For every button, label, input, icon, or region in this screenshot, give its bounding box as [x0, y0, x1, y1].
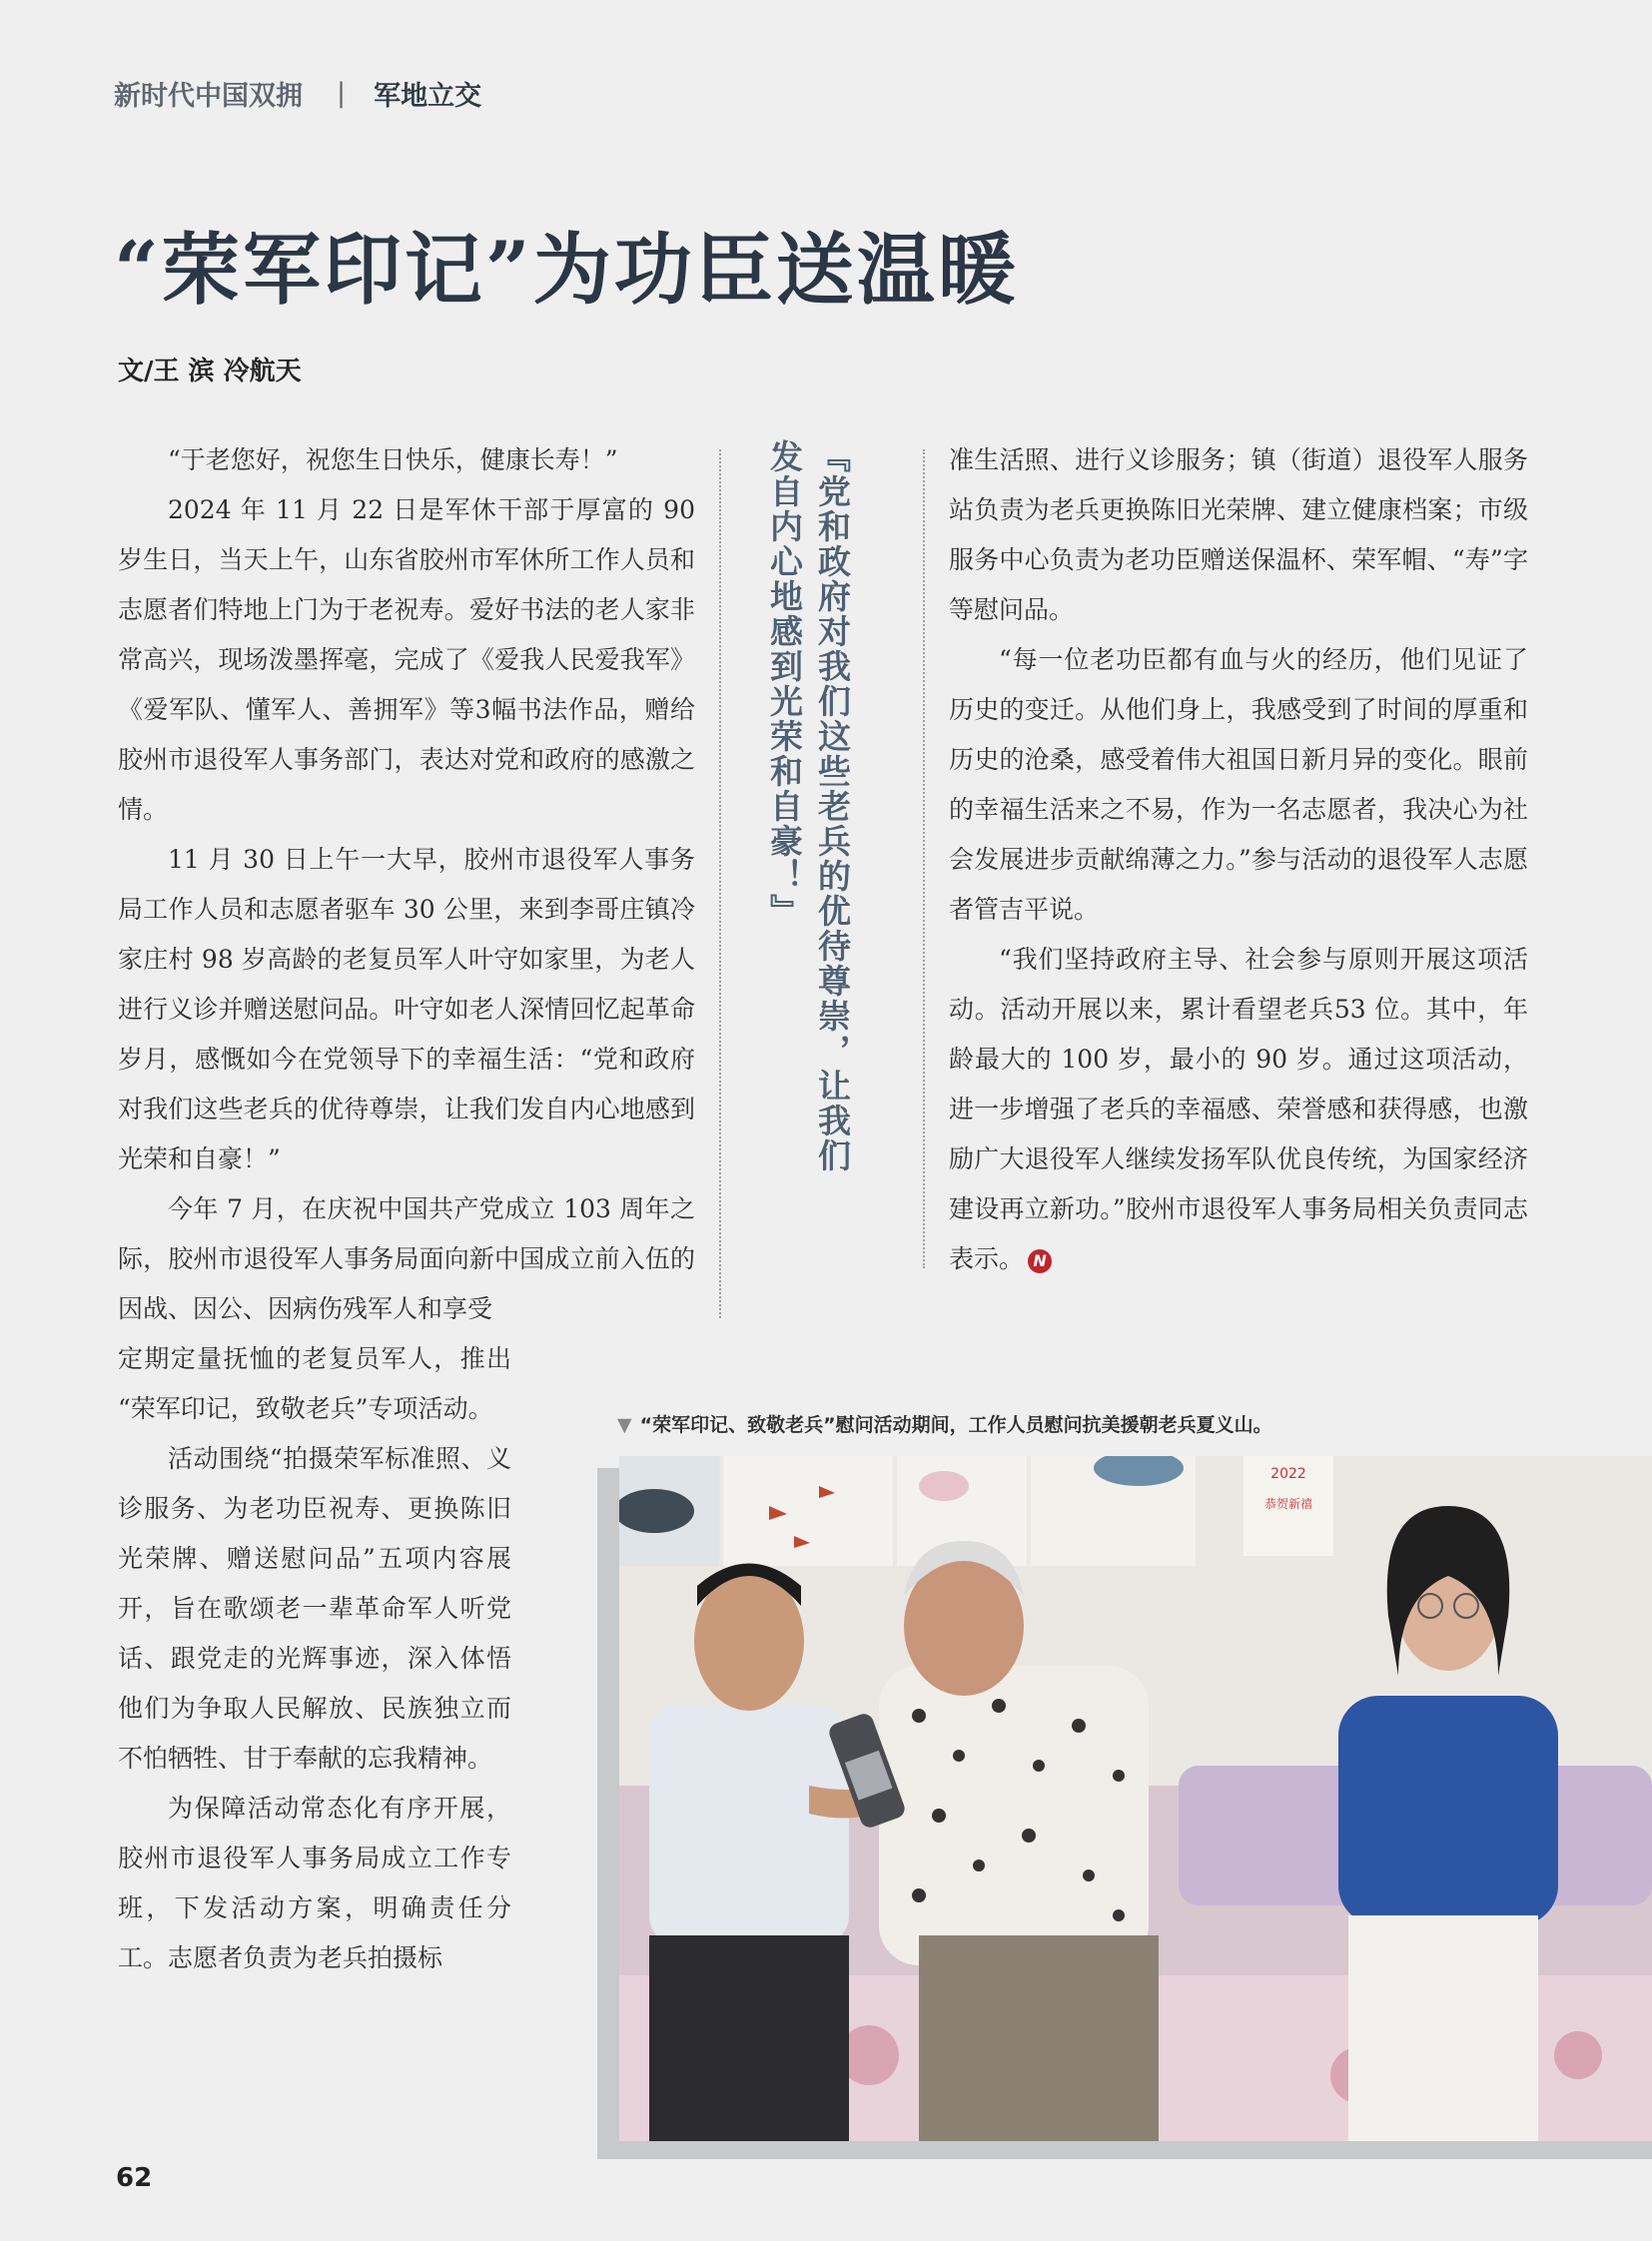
- page-number: 62: [116, 2163, 153, 2193]
- photo-illustration: [619, 1456, 1652, 2141]
- calendar-year: 2022: [1270, 1466, 1306, 1482]
- body-paragraph: 活动围绕“拍摄荣军标准照、义诊服务、为老功臣祝寿、更换陈旧光荣牌、赠送慰问品”五项内容展开，旨在歌颂老一辈革命军人听党话、跟党走的光辉事迹，深入体悟他们为争取人民解放、民族独立而不怕牺牲、甘于奉献的忘我精神。: [118, 1444, 511, 1773]
- body-column-left: [118, 435, 695, 1334]
- caption-marker-icon: ▼: [617, 1414, 632, 1436]
- pull-quote-line-2: 发自内心地感到光荣和自豪！』: [765, 439, 804, 929]
- body-paragraph: 今年 7 月，在庆祝中国共产党成立 103 周年之际，胶州市退役军人事务局面向新中国成立前入伍的因战、因公、因病伤残军人和享受: [118, 1194, 695, 1323]
- photo-caption-text: “荣军印记、致敬老兵”慰问活动期间，工作人员慰问抗美援朝老兵夏义山。: [639, 1414, 1272, 1436]
- subsection-name: 军地立交: [374, 81, 482, 112]
- pull-quote: [765, 439, 851, 1278]
- body-paragraph: “于老您好，祝您生日快乐，健康长寿！”: [168, 445, 618, 474]
- header-separator: |: [337, 78, 347, 109]
- body-paragraph-text: “我们坚持政府主导、社会参与原则开展这项活动。活动开展以来，累计看望老兵53 位。其中，年龄最大的 100 岁，最小的 90 岁。通过这项活动，进一步增强了老兵的幸福感、荣誉感和获得感，也激励广大退役军人继续发扬军队优良传统，为国家经济建设再立新功。”胶州市退役军人事务局相关负责同志表示。: [949, 945, 1528, 1273]
- article-title: “荣军印记”为功臣送温暖: [114, 225, 1019, 316]
- section-name: 新时代中国双拥: [114, 81, 303, 112]
- pull-quote-line-1: 『党和政府对我们这些老兵的优待尊崇，让我们: [813, 439, 852, 1173]
- dotted-divider-left: [719, 449, 721, 1318]
- body-column-left-narrow: [118, 1334, 511, 1983]
- body-column-right: [949, 435, 1528, 1284]
- section-header: [114, 74, 481, 113]
- end-mark-icon: N: [1028, 1249, 1052, 1273]
- body-paragraph: 为保障活动常态化有序开展，胶州市退役军人事务局成立工作专班，下发活动方案，明确责任分工。志愿者负责为老兵拍摄标: [118, 1794, 511, 1972]
- calendar-greeting: 恭贺新禧: [1263, 1497, 1313, 1511]
- body-paragraph-continued: 定期定量抚恤的老复员军人，推出 “荣军印记，致敬老兵”专项活动。: [118, 1344, 511, 1423]
- photo-caption: [617, 1410, 1272, 1437]
- article-photo: [619, 1456, 1652, 2141]
- body-paragraph-continued: 准生活照、进行义诊服务；镇（街道）退役军人服务站负责为老兵更换陈旧光荣牌、建立健康档案；市级服务中心负责为老功臣赠送保温杯、荣军帽、“寿”字等慰问品。: [949, 445, 1528, 624]
- body-paragraph: 11 月 30 日上午一大早，胶州市退役军人事务局工作人员和志愿者驱车 30 公里，来到李哥庄镇冷家庄村 98 岁高龄的老复员军人叶守如家里，为老人进行义诊并赠送慰问品。叶守如老人深情回忆起革命岁月，感慨如今在党领导下的幸福生活：“党和政府对我们这些老兵的优待尊崇，让我们发自内心地感到光荣和自豪！”: [118, 845, 695, 1173]
- dotted-divider-right: [923, 449, 925, 1268]
- body-paragraph: “每一位老功臣都有血与火的经历，他们见证了历史的变迁。从他们身上，我感受到了时间的厚重和历史的沧桑，感受着伟大祖国日新月异的变化。眼前的幸福生活来之不易，作为一名志愿者，我决心为社会发展进步贡献绵薄之力。”参与活动的退役军人志愿者管吉平说。: [949, 645, 1528, 924]
- article-byline: 文/王 滨 冷航天: [118, 357, 302, 386]
- body-paragraph: 2024 年 11 月 22 日是军休干部于厚富的 90 岁生日，当天上午，山东省胶州市军休所工作人员和志愿者们特地上门为于老祝寿。爱好书法的老人家非常高兴，现场泼墨挥毫，完成了《爱我人民爱我军》《爱军队、懂军人、善拥军》等3幅书法作品，赠给胶州市退役军人事务部门，表达对党和政府的感激之情。: [118, 495, 695, 824]
- body-paragraph: [949, 935, 1528, 1284]
